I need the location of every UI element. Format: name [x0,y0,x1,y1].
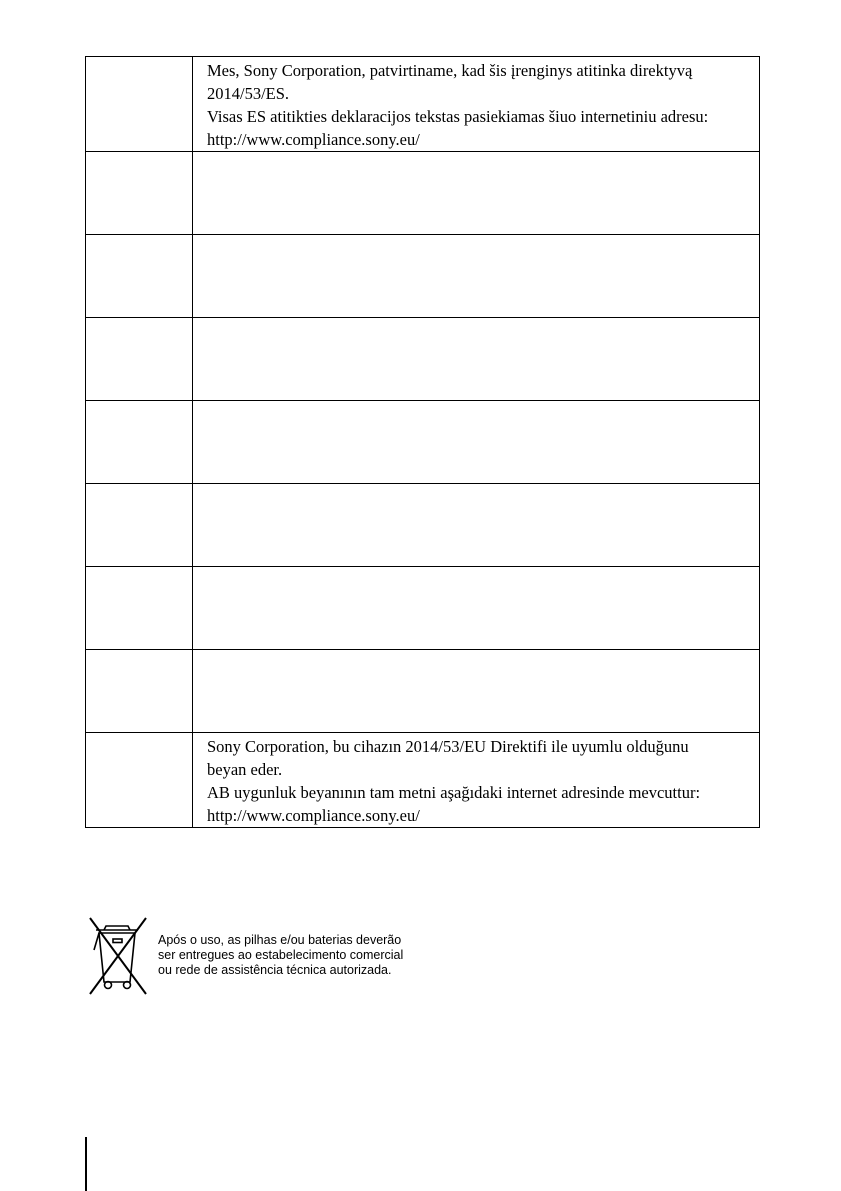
declaration-text-empty [193,484,760,567]
language-cell [86,57,193,152]
page-margin-rule [85,1137,87,1191]
declaration-text-empty [193,567,760,650]
declaration-row-empty [86,152,760,235]
declaration-url: http://www.compliance.sony.eu/ [207,130,420,149]
language-cell [86,484,193,567]
battery-notice-text [158,933,403,978]
battery-disposal-notice [82,914,402,996]
language-cell [86,567,193,650]
declaration-line: Mes, Sony Corporation, patvirtiname, kad šis įrenginys atitinka direktyvą [207,61,693,80]
declaration-text-empty [193,650,760,733]
declaration-text-empty [193,152,760,235]
notice-line: ser entregues ao estabelecimento comercial [158,948,404,962]
language-cell [86,235,193,318]
language-cell [86,152,193,235]
declaration-row-empty [86,567,760,650]
language-cell [86,318,193,401]
declaration-line: Sony Corporation, bu cihazın 2014/53/EU Direktifi ile uyumlu olduğunu [207,737,689,756]
language-cell [86,401,193,484]
declaration-row-empty [86,484,760,567]
declaration-line: Visas ES atitikties deklaracijos tekstas pasiekiamas šiuo internetiniu adresu: [207,107,709,126]
declaration-line: beyan eder. [207,760,283,779]
language-cell [86,650,193,733]
declaration-table [85,56,760,828]
declaration-row-empty [86,650,760,733]
declaration-text-empty [193,401,760,484]
language-cell [86,733,193,828]
declaration-text-empty [193,318,760,401]
declaration-line: AB uygunluk beyanının tam metni aşağıdaki internet adresinde mevcuttur: [207,783,701,802]
declaration-row-lithuanian [86,57,760,152]
crossed-out-wheelie-bin-icon [82,914,152,996]
notice-line: ou rede de assistência técnica autorizada. [158,963,392,977]
declaration-row-empty [86,318,760,401]
declaration-text-empty [193,235,760,318]
notice-line: Após o uso, as pilhas e/ou baterias deverão [158,933,402,947]
declaration-text-turkish [193,733,760,828]
declaration-row-empty [86,401,760,484]
declaration-line: 2014/53/ES. [207,84,290,103]
declaration-row-turkish [86,733,760,828]
declaration-url: http://www.compliance.sony.eu/ [207,806,420,825]
declaration-text-lithuanian [193,57,760,152]
declaration-row-empty [86,235,760,318]
